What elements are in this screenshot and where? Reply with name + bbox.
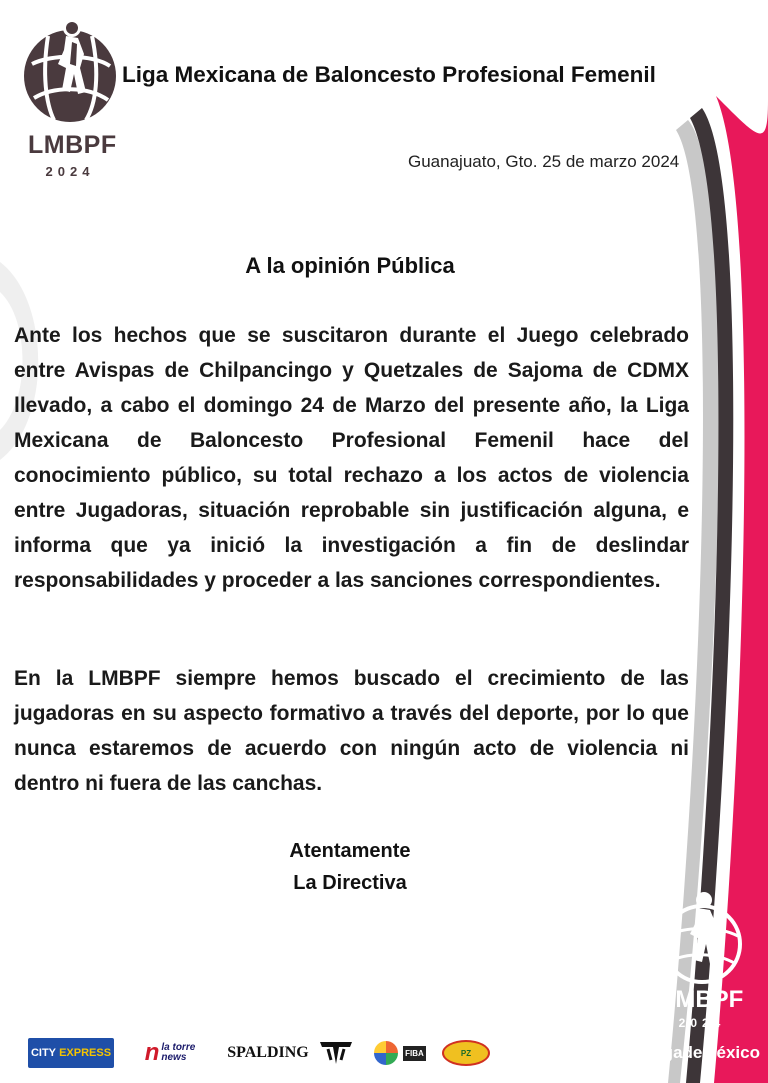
league-logo-bottom: [652, 888, 752, 1028]
sponsor-la-torre-news: [126, 1038, 214, 1068]
paragraph-2: En la LMBPF siempre hemos buscado el crecimiento de las jugadoras en su aspecto formativo a través del deporte, por lo que nunca estaremos de acuerdo con ningún acto de violencia ni dentro ni fuera de las canchas.: [14, 667, 689, 795]
fiba-label: FIBA: [403, 1046, 426, 1061]
sponsor-fiba: [368, 1038, 432, 1068]
sponsor-city-express: [28, 1038, 114, 1068]
sponsor-city-express-a: CITY: [30, 1047, 57, 1059]
logo-year: 2024: [678, 1016, 726, 1030]
sponsor-torre-mark: n: [144, 1039, 160, 1066]
logo-abbreviation: LMBPF: [28, 131, 117, 159]
signature: La Directiva: [293, 872, 407, 894]
logo-abbreviation: LMBPF: [660, 986, 744, 1013]
sponsor-city-express-b: EXPRESS: [59, 1047, 112, 1059]
paragraph-1: Ante los hechos que se suscitaron durante el Juego celebrado entre Avispas de Chilpancingo y Quetzales de Sajoma de CDMX llevado, a cabo el domingo 24 de Marzo del presente año, la Liga Mexicana de Baloncesto Profesional Femenil hace del conocimiento público, su total rechazo a los actos de violencia entre Jugadoras, situación reprobable sin justificación alguna, e informa que ya inició la investigación a fin de deslindar responsabilidades y proceder a las sanciones correspondientes.: [14, 324, 689, 592]
closing-salutation: Atentamente: [289, 840, 411, 862]
logo-year: 2024: [45, 164, 95, 179]
place-and-date: Guanajuato, Gto. 25 de marzo 2024: [408, 152, 680, 171]
pz-label: PZ: [442, 1040, 490, 1066]
league-logo-top: [22, 14, 118, 179]
sponsor-pz: [442, 1038, 490, 1068]
league-title: Liga Mexicana de Baloncesto Profesional Femenil: [122, 62, 656, 87]
sponsor-spalding: SPALDING: [227, 1044, 309, 1061]
basketball-player-icon: [22, 14, 118, 126]
basketball-player-icon: [652, 888, 752, 986]
sponsor-torre-text-2: news: [161, 1052, 187, 1063]
tm-logo-icon: [319, 1040, 353, 1066]
sponsor-bar: [28, 1038, 498, 1072]
sponsor-torre-text-1: la torre: [161, 1042, 196, 1053]
sponsor-tm-logo: [316, 1038, 356, 1068]
letter-heading: A la opinión Pública: [245, 253, 455, 278]
fiba-ball-icon: [374, 1041, 398, 1065]
hashtag: #LaLigadeMéxico: [618, 1043, 760, 1062]
